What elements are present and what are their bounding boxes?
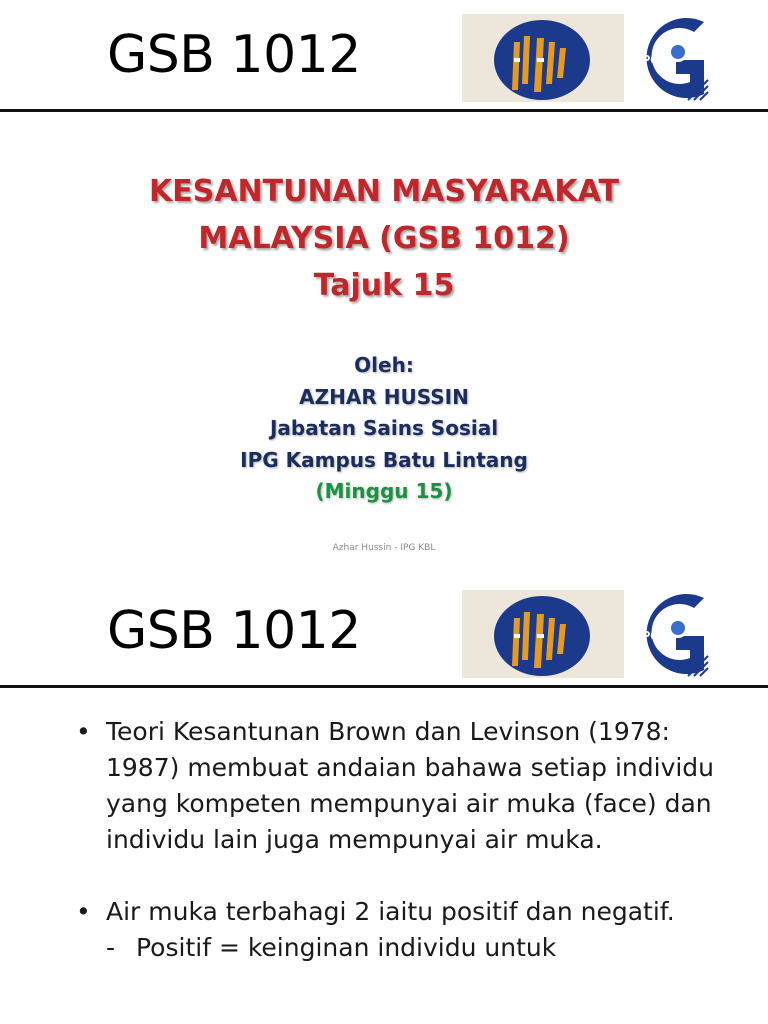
title-line-3: Tajuk 15 xyxy=(313,268,455,303)
ipg-logo xyxy=(634,14,710,102)
slide-header xyxy=(0,576,768,686)
institution-logo xyxy=(462,14,624,102)
slide-footer: Azhar Hussin - IPG KBL xyxy=(332,543,436,553)
course-code: GSB 1012 xyxy=(107,601,361,661)
bullet-item xyxy=(72,714,732,858)
bullet-text: Air muka terbahagi 2 iaitu positif dan negatif. xyxy=(106,897,675,926)
title-line-2: MALAYSIA (GSB 1012) xyxy=(198,221,570,256)
author-week: (Minggu 15) xyxy=(315,479,453,503)
title-line-1: KESANTUNAN MASYARAKAT xyxy=(148,174,620,209)
ipg-logo xyxy=(634,590,710,678)
slide-header xyxy=(0,0,768,110)
sub-item-dash: - xyxy=(106,933,116,962)
slide-content xyxy=(72,714,732,966)
bullet-dot: • xyxy=(76,897,91,926)
author-block xyxy=(0,350,768,508)
bullet-dot: • xyxy=(76,717,91,746)
course-code: GSB 1012 xyxy=(107,25,361,85)
institution-logo xyxy=(462,590,624,678)
author-campus: IPG Kampus Batu Lintang xyxy=(240,447,528,472)
slide-title xyxy=(0,168,768,309)
header-divider xyxy=(0,685,768,688)
header-divider xyxy=(0,109,768,112)
author-by: Oleh: xyxy=(354,353,414,377)
svg-text:IPG: IPG xyxy=(638,52,661,67)
slide-2 xyxy=(0,576,768,1024)
bullet-item xyxy=(72,894,732,966)
author-department: Jabatan Sains Sosial xyxy=(269,416,499,440)
sub-item-text: Positif = keinginan individu untuk xyxy=(136,933,557,962)
author-name: AZHAR HUSSIN xyxy=(299,384,469,409)
sub-item xyxy=(106,930,732,966)
bullet-text: Teori Kesantunan Brown dan Levinson (1978: 1987) membuat andaian bahawa setiap individu yang kompeten mempunyai air muka (face) dan individu lain juga mempunyai air muka. xyxy=(106,717,715,854)
svg-text:IPG: IPG xyxy=(638,628,661,643)
